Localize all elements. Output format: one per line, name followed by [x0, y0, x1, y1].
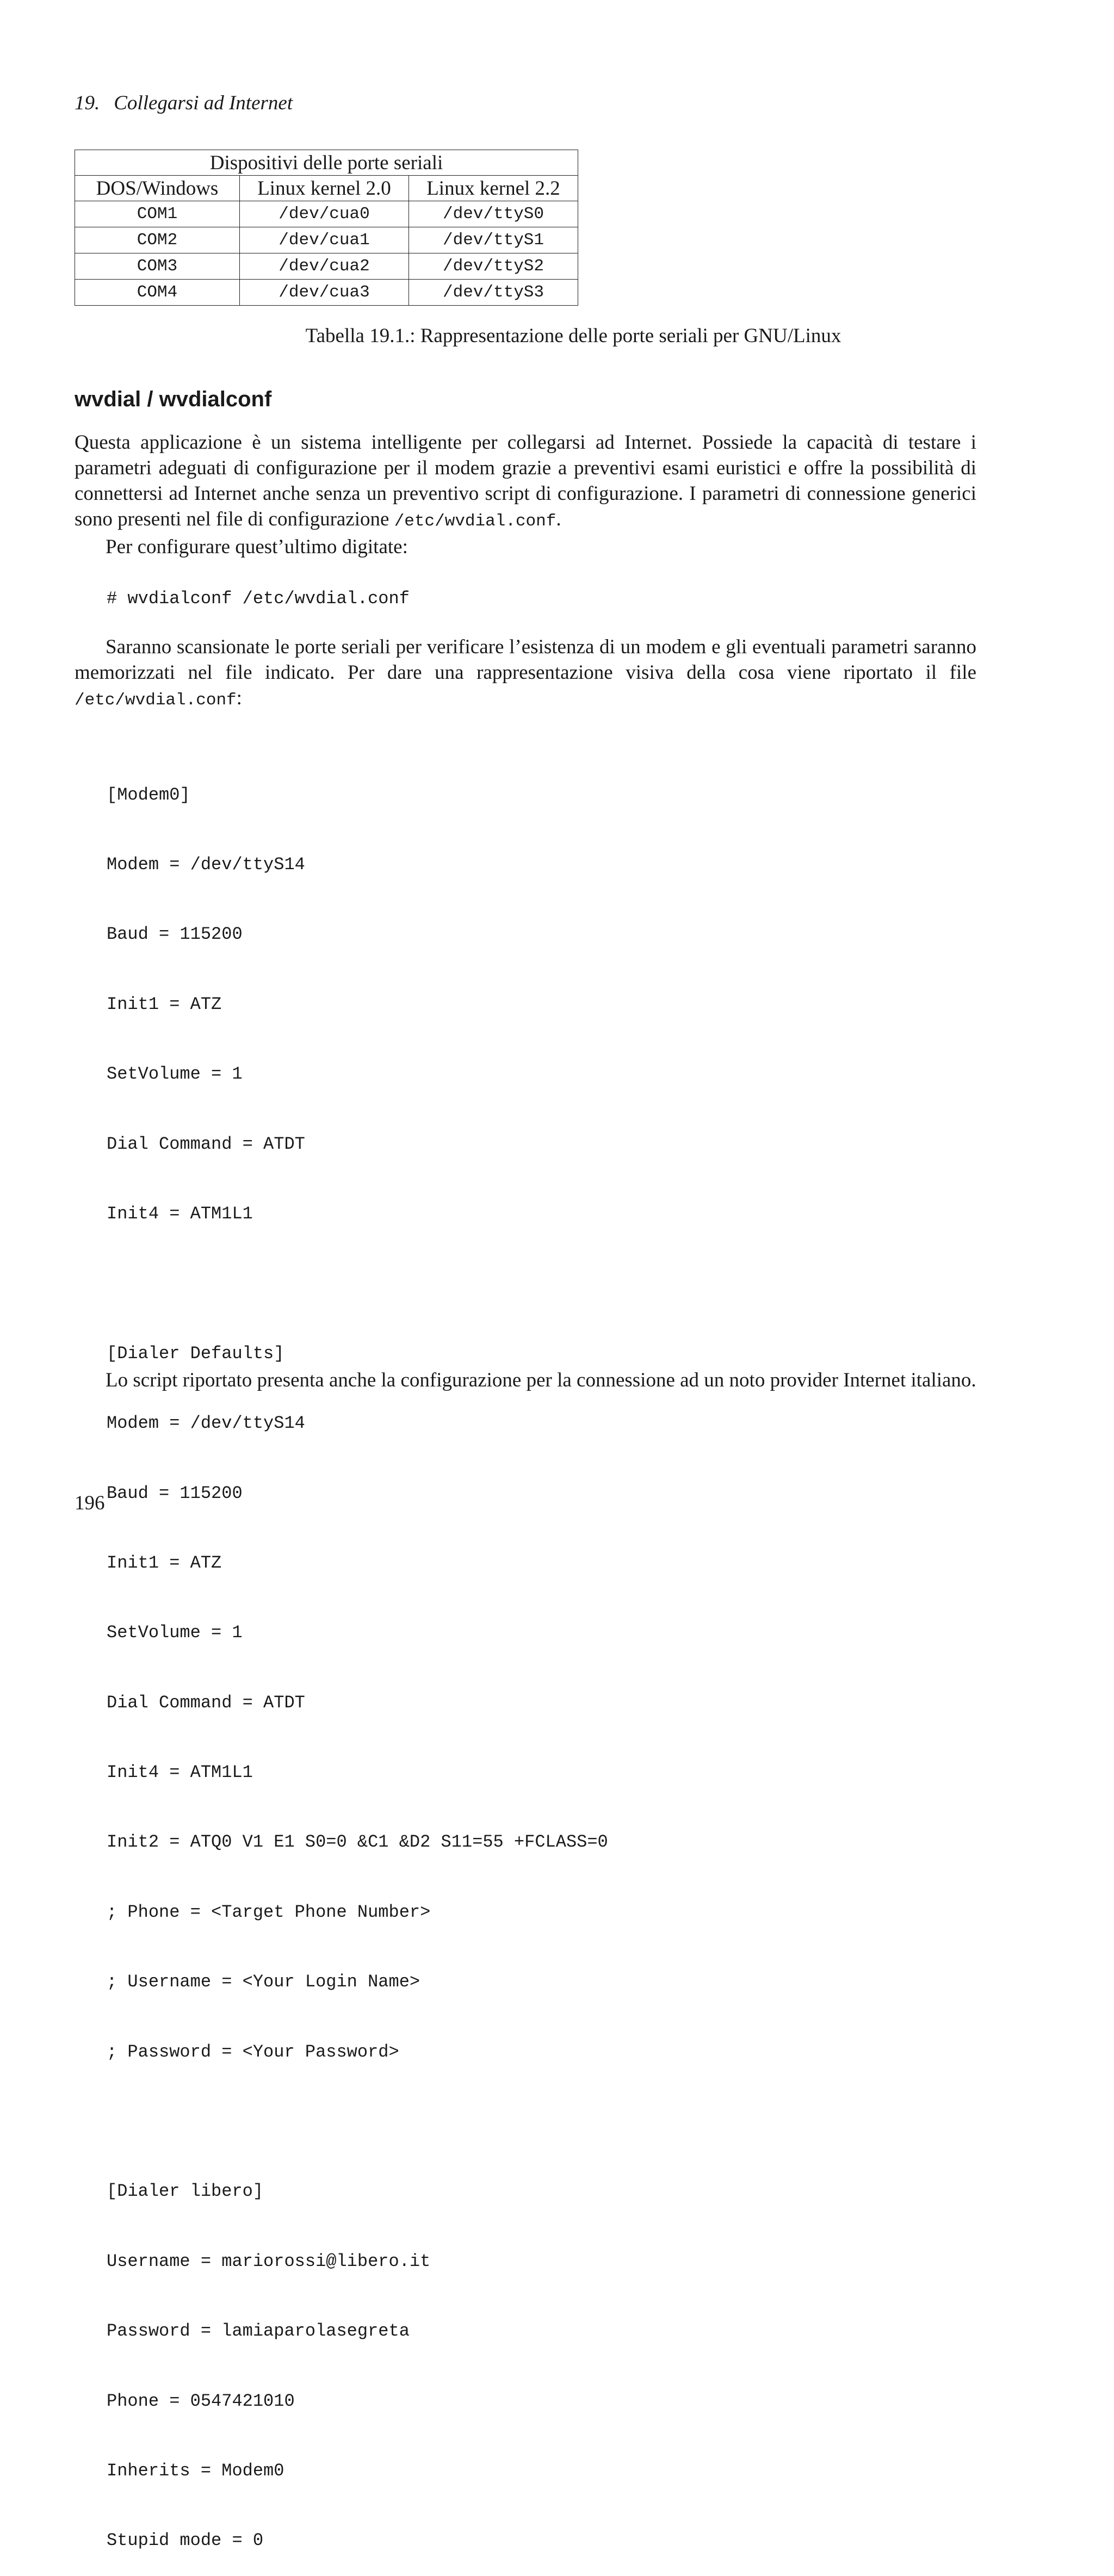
code-line: Password = lamiaparolasegreta — [107, 2321, 410, 2342]
paragraph-punct: : — [236, 687, 242, 709]
code-line: ; Username = <Your Login Name> — [107, 1972, 420, 1992]
table-row — [75, 253, 578, 280]
code-line: Init2 = ATQ0 V1 E1 S0=0 &C1 &D2 S11=55 +FCLASS=0 — [107, 1832, 608, 1853]
table-cell: /dev/ttyS3 — [409, 280, 578, 306]
code-line: SetVolume = 1 — [107, 1064, 243, 1085]
chapter-number: 19. — [75, 92, 100, 114]
paragraph-text: Saranno scansionate le porte seriali per verificare l’esistenza di un modem e gli eventuali parametri saranno memorizzati nel file indicato. Per dare una rappresentazione visiva della cosa viene riportato il file — [75, 636, 976, 684]
serial-ports-table — [75, 150, 578, 306]
config-code-block — [107, 737, 608, 2576]
table-cell: /dev/ttyS0 — [409, 201, 578, 227]
paragraph-intro — [75, 430, 976, 534]
code-line: Dial Command = ATDT — [107, 1692, 305, 1713]
code-line: Init4 = ATM1L1 — [107, 1762, 253, 1783]
code-line: Username = mariorossi@libero.it — [107, 2251, 431, 2271]
code-line: ; Phone = <Target Phone Number> — [107, 1902, 431, 1922]
table-title: Dispositivi delle porte seriali — [75, 150, 578, 176]
paragraph-configure — [75, 534, 976, 560]
table-cell: COM2 — [75, 227, 240, 253]
code-line: Init1 = ATZ — [107, 994, 222, 1014]
code-line: [Dialer Defaults] — [107, 1343, 284, 1364]
column-header: Linux kernel 2.0 — [240, 176, 409, 201]
table-cell: /dev/cua0 — [240, 201, 409, 227]
page-number: 196 — [75, 1492, 105, 1514]
table-row — [75, 227, 578, 253]
blank-line — [107, 2110, 608, 2134]
table-cell: /dev/ttyS2 — [409, 253, 578, 280]
table-row — [75, 201, 578, 227]
code-line: Inherits = Modem0 — [107, 2460, 284, 2481]
code-line: [Modem0] — [107, 784, 190, 805]
table-cell: COM3 — [75, 253, 240, 280]
code-line: Baud = 115200 — [107, 924, 243, 945]
code-line: Modem = /dev/ttyS14 — [107, 854, 305, 875]
paragraph-text: Per configurare quest’ultimo digitate: — [106, 536, 408, 558]
running-head — [75, 91, 293, 115]
paragraph-text: Questa applicazione è un sistema intelligente per collegarsi ad Internet. Possiede la capacità di testare i parametri adeguati di configurazione per il modem grazie a preventivi esami euristici e offre la possibilità di connettersi ad Internet anche senza un preventivo script di configurazione. I parametri di connessione generici sono presenti nel file di configurazione — [75, 431, 976, 530]
chapter-title: Collegarsi ad Internet — [114, 92, 293, 114]
table-caption: Tabella 19.1.: Rappresentazione delle porte seriali per GNU/Linux — [305, 325, 841, 347]
command-line: # wvdialconf /etc/wvdial.conf — [107, 589, 410, 609]
table-cell: /dev/ttyS1 — [409, 227, 578, 253]
table-cell: COM1 — [75, 201, 240, 227]
column-header: Linux kernel 2.2 — [409, 176, 578, 201]
table-cell: /dev/cua1 — [240, 227, 409, 253]
code-line: Init4 = ATM1L1 — [107, 1203, 253, 1224]
code-line: Stupid mode = 0 — [107, 2530, 264, 2551]
section-heading: wvdial / wvdialconf — [75, 387, 272, 411]
table-row — [75, 280, 578, 306]
code-line: ; Password = <Your Password> — [107, 2041, 399, 2062]
code-line: Modem = /dev/ttyS14 — [107, 1413, 305, 1434]
inline-code: /etc/wvdial.conf — [75, 691, 237, 710]
code-line: [Dialer libero] — [107, 2181, 264, 2202]
column-header: DOS/Windows — [75, 176, 240, 201]
paragraph-provider — [75, 1367, 976, 1393]
code-line: SetVolume = 1 — [107, 1623, 243, 1643]
paragraph-punct: . — [556, 508, 561, 530]
blank-line — [107, 1272, 608, 1296]
code-line: Dial Command = ATDT — [107, 1134, 305, 1154]
inline-code: /etc/wvdial.conf — [394, 512, 556, 531]
table-cell: /dev/cua3 — [240, 280, 409, 306]
paragraph-scan — [75, 634, 976, 713]
code-line: Init1 = ATZ — [107, 1552, 222, 1573]
code-line: Baud = 115200 — [107, 1483, 243, 1503]
table-cell: /dev/cua2 — [240, 253, 409, 280]
code-line: Phone = 0547421010 — [107, 2391, 295, 2411]
paragraph-text: Lo script riportato presenta anche la configurazione per la connessione ad un noto provider Internet italiano. — [106, 1369, 976, 1391]
table-cell: COM4 — [75, 280, 240, 306]
